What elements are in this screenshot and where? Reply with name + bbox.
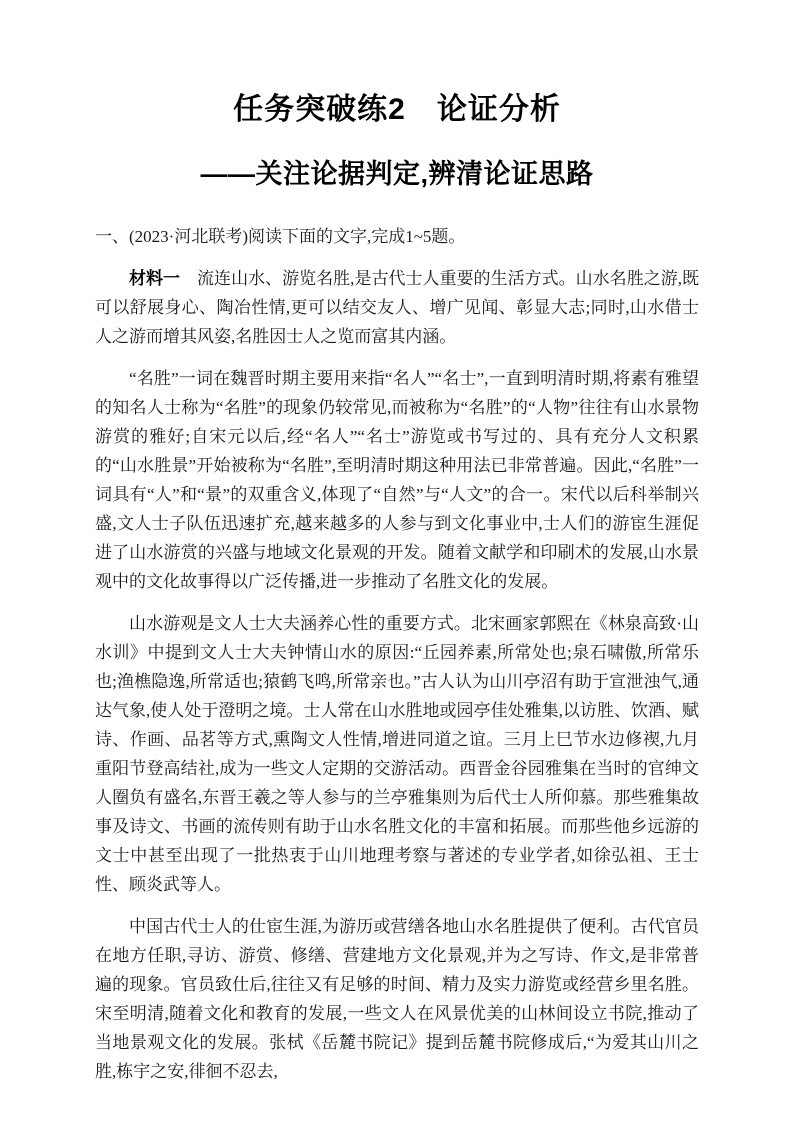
paragraph: 中国古代士人的仕宦生涯,为游历或营缮各地山水名胜提供了便利。古代官员在地方任职,寻访、游赏、修缮、营建地方文化景观,并为之写诗、作文,是非常普遍的现象。官员致仕后,往往又有足够的时间、精力及实力游览或经营乡里名胜。宋至明清,随着文化和教育的发展,一些文人在风景优美的山林间设立书院,推动了当地景观文化的发展。张栻《岳麓书院记》提到岳麓书院修成后,“为爱其山川之胜,栋宇之安,徘徊不忍去, [95, 916, 699, 1081]
paragraph-text: 流连山水、游览名胜,是古代士人重要的生活方式。山水名胜之游,既可以舒展身心、陶冶性情,更可以结交友人、增广见闻、彰显大志;同时,山水借士人之游而增其风姿,名胜因士人之览而富其内涵。 [95, 268, 700, 346]
paragraph-material-one [95, 264, 699, 351]
paragraph: “名胜”一词在魏晋时期主要用来指“名人”“名士”,一直到明清时期,将素有雅望的知名人士称为“名胜”的现象仍较常见,而被称为“名胜”的“人物”往往有山水景物游赏的雅好;自宋元以后,经“名人”“名士”游览或书写过的、具有充分人文积累的“山水胜景”开始被称为“名胜”,至明清时期这种用法已非常普遍。因此,“名胜”一词具有“人”和“景”的双重含义,体现了“自然”与“人文”的合一。宋代以后科举制兴盛,文人士子队伍迅速扩充,越来越多的人参与到文化事业中,士人们的游宦生涯促进了山水游赏的兴盛与地域文化景观的开发。随着文献学和印刷术的发展,山水景观中的文化故事得以广泛传播,进一步推动了名胜文化的发展。 [95, 368, 699, 591]
page-title: 任务突破练2 论证分析 [233, 93, 561, 126]
section-intro: 一、(2023·河北联考)阅读下面的文字,完成1~5题。 [95, 227, 466, 247]
paragraph: 山水游观是文人士大夫涵养心性的重要方式。北宋画家郭熙在《林泉高致·山水训》中提到文人士大夫钟情山水的原因:“丘园养素,所常处也;泉石啸傲,所常乐也;渔樵隐逸,所常适也;猿鹤飞鸣,所常亲也。”古人认为山川亭沼有助于宣泄浊气,通达气象,使人处于澄明之境。士人常在山水胜地或园亭佳处雅集,以访胜、饮酒、赋诗、作画、品茗等方式,熏陶文人性情,增进同道之谊。三月上巳节水边修禊,九月重阳节登高结社,成为一些文人定期的交游活动。西晋金谷园雅集在当时的官绅文人圈负有盛名,东晋王羲之等人参与的兰亭雅集则为后代士人所仰慕。那些雅集故事及诗文、书画的流传则有助于山水名胜文化的丰富和拓展。而那些他乡远游的文士中甚至出现了一批热衷于山川地理考察与著述的专业学者,如徐弘祖、王士性、顾炎武等人。 [95, 613, 699, 894]
material-one-label: 材料一 [129, 268, 181, 288]
page-subtitle: ——关注论据判定,辨清论证思路 [200, 159, 594, 189]
